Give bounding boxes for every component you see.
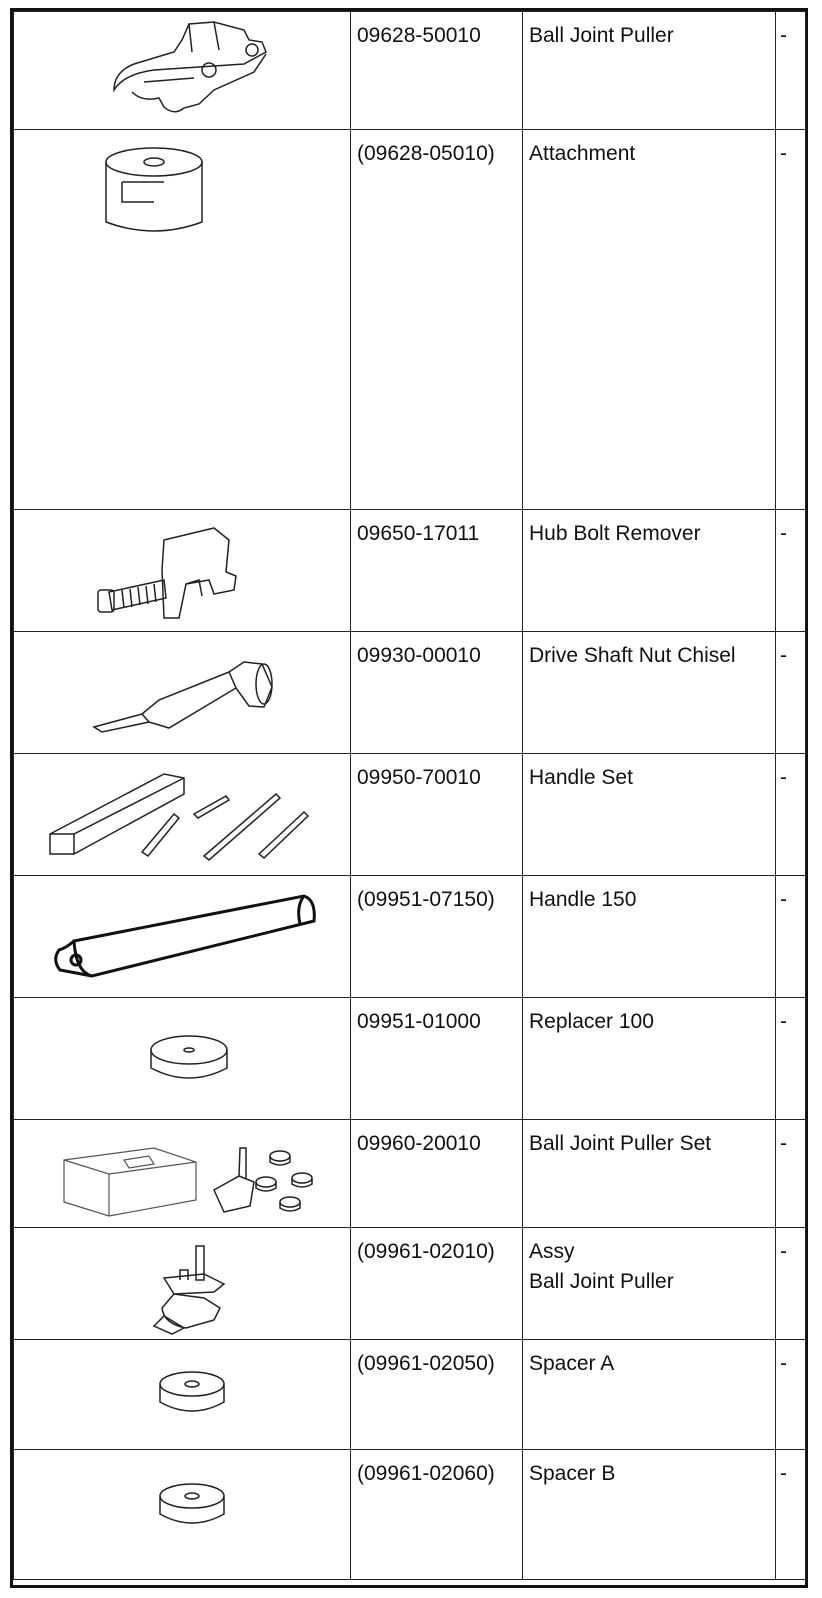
tool-illustration-cell [14, 1450, 351, 1580]
part-number: (09951-07150) [351, 876, 523, 998]
part-number: 09930-00010 [351, 632, 523, 754]
part-number: 09960-20010 [351, 1120, 523, 1228]
part-name: Handle Set [523, 754, 776, 876]
part-note: - [776, 632, 806, 754]
part-note: - [776, 1450, 806, 1580]
special-tools-table [13, 11, 806, 1580]
tool-illustration-cell [14, 12, 351, 130]
part-number: 09628-50010 [351, 12, 523, 130]
spacer-icon [14, 1450, 351, 1580]
part-note: - [776, 12, 806, 130]
spacer-icon [14, 1340, 351, 1450]
part-name-line2: Ball Joint Puller [529, 1270, 674, 1293]
sst-table-sheet [10, 8, 808, 1588]
part-number: 09951-01000 [351, 998, 523, 1120]
table-row [14, 510, 806, 632]
handle-icon [14, 876, 351, 998]
handle-set-icon [14, 754, 351, 876]
part-number: (09961-02060) [351, 1450, 523, 1580]
part-note: - [776, 510, 806, 632]
part-note: - [776, 998, 806, 1120]
tool-illustration-cell [14, 754, 351, 876]
part-note: - [776, 1228, 806, 1340]
tool-illustration-cell [14, 1340, 351, 1450]
part-note: - [776, 876, 806, 998]
part-name: Spacer A [523, 1340, 776, 1450]
chisel-icon [14, 632, 351, 754]
hub-bolt-remover-icon [14, 510, 351, 632]
tool-illustration-cell [14, 998, 351, 1120]
table-row [14, 876, 806, 998]
replacer-icon [14, 998, 351, 1120]
part-number: 09950-70010 [351, 754, 523, 876]
table-row [14, 130, 806, 510]
table-row [14, 1228, 806, 1340]
table-row [14, 1340, 806, 1450]
puller-set-icon [14, 1120, 351, 1228]
part-note: - [776, 130, 806, 510]
table-row [14, 1120, 806, 1228]
tool-illustration-cell [14, 1228, 351, 1340]
part-name [523, 1228, 776, 1340]
tool-illustration-cell [14, 1120, 351, 1228]
part-note: - [776, 1120, 806, 1228]
table-row [14, 12, 806, 130]
table-row [14, 632, 806, 754]
table-row [14, 754, 806, 876]
part-number: (09628-05010) [351, 130, 523, 510]
part-name-line1: Assy [529, 1240, 575, 1263]
table-row [14, 998, 806, 1120]
tool-illustration-cell [14, 510, 351, 632]
part-name: Replacer 100 [523, 998, 776, 1120]
part-name: Attachment [523, 130, 776, 510]
part-note: - [776, 754, 806, 876]
part-number: (09961-02050) [351, 1340, 523, 1450]
attachment-icon [14, 130, 351, 510]
assy-puller-icon [14, 1228, 351, 1340]
part-number: 09650-17011 [351, 510, 523, 632]
tool-illustration-cell [14, 632, 351, 754]
table-row [14, 1450, 806, 1580]
part-name: Ball Joint Puller Set [523, 1120, 776, 1228]
part-number: (09961-02010) [351, 1228, 523, 1340]
tool-illustration-cell [14, 876, 351, 998]
part-note: - [776, 1340, 806, 1450]
part-name: Drive Shaft Nut Chisel [523, 632, 776, 754]
part-name: Ball Joint Puller [523, 12, 776, 130]
part-name: Spacer B [523, 1450, 776, 1580]
part-name: Handle 150 [523, 876, 776, 998]
part-name: Hub Bolt Remover [523, 510, 776, 632]
ball-joint-puller-icon [14, 12, 351, 130]
tool-illustration-cell [14, 130, 351, 510]
